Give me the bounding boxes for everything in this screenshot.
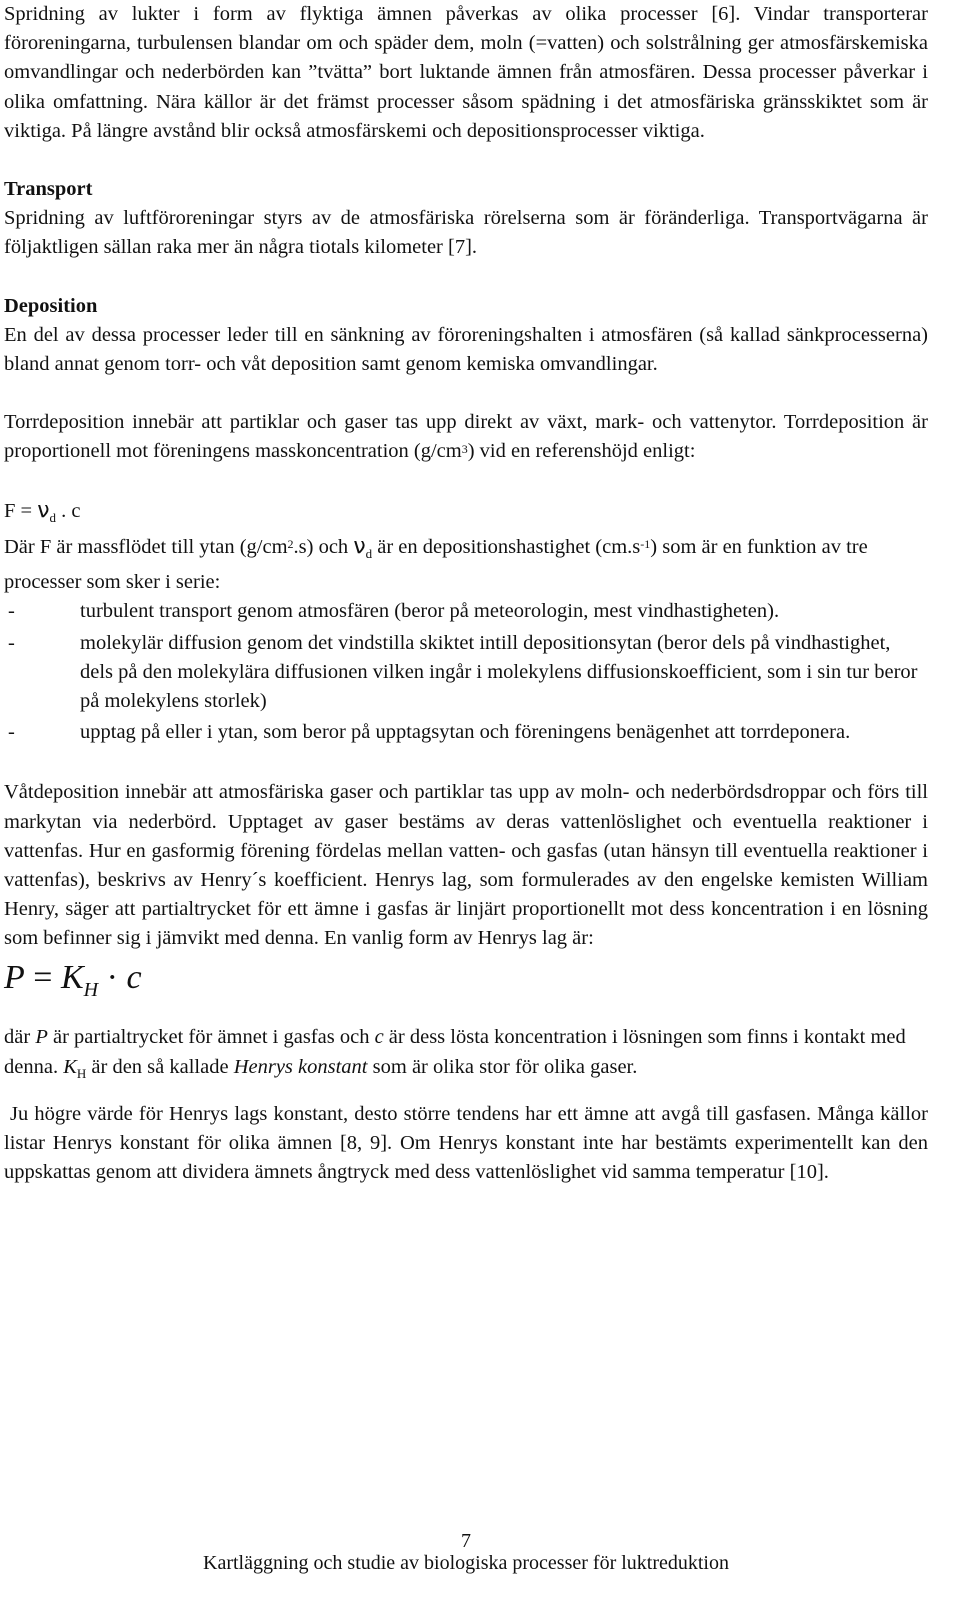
document-page	[4, 0, 928, 1574]
spacer	[4, 467, 928, 496]
henrys-constant-paragraph: Ju högre värde för Henrys lags konstant, desto större tendens har ett ämne att avgå till gasfasen. Många källor listar Henrys konstant för olika ämnen [8, 9]. Om Henrys konstant inte har bestämts experimentellt kan den uppskattas genom att dividera ämnets ångtryck med dess vattenlöslighet vid samma temperatur [10].	[4, 1102, 928, 1184]
formula-explanation: Där F är massflödet till ytan $(g/cm^2.s)$ och $\nu_d$ är en depositionshastighet $(cm.s^{-1})$ som är en funktion av tre processer som sker i serie:	[4, 533, 868, 594]
henrys-law-equation: $P = K_H \cdot c$	[4, 958, 142, 1001]
dry-deposition-paragraph: Torrdeposition innebär att partiklar och gaser tas upp direkt av växt, mark- och vattenytor. Torrdeposition är proportionell mot föreningens masskoncentration $(g/cm^3)$ vid en referenshöjd enligt:	[4, 411, 928, 463]
deposition-heading: Deposition	[4, 294, 98, 317]
henrys-law-explanation: där P är partialtrycket för ämnet i gasfas och c är dess lösta koncentration i lösningen som finns i kontakt med denna. $K_H$ är den så kallade Henrys konstant som är olika stor för olika gaser.	[4, 1026, 906, 1081]
list-item: - upptag på eller i ytan, som beror på upptagsytan och föreningens benägenhet att torrdeponera.	[8, 721, 851, 744]
spacer	[4, 1088, 928, 1100]
page-number: 7	[461, 1530, 471, 1552]
intro-paragraph: Spridning av lukter i form av flyktiga ämnen påverkas av olika processer [6]. Vindar transporterar föroreningarna, turbulensen blandar om och späder dem, moln (=vatten) och solstrålning ger atmosfärskemiska omvandlingar och nederbörden kan ”tvätta” bort luktande ämnen från atmosfären. Dessa processer påverkar i olika omfattning. Nära källor är det främst processer såsom spädning i det atmosfäriska gränsskiktet som är viktiga. På längre avstånd blir också atmosfärskemi och depositionsprocesser viktiga.	[4, 3, 928, 142]
wet-deposition-paragraph: Våtdeposition innebär att atmosfäriska gaser och partiklar tas upp av moln- och nederbördsdroppar och förs till markytan via nederbörd. Upptaget av gaser bestäms av deras vattenlöslighet och eventuella reaktioner i vattenfas. Hur en gasformig förening fördelas mellan vatten- och gasfas (utan hänsyn till eventuella reaktioner i vattenfas), beskrivs av Henry´s koefficient. Henrys lag, som formulerades av den engelske kemisten William Henry, säger att partialtrycket för ett ämne i gasfas är linjärt proportionellt mot dess koncentration i en lösning som befinner sig i jämvikt med denna. En vanlig form av Henrys lag är:	[4, 781, 928, 950]
spacer	[4, 146, 928, 175]
list-item: - molekylär diffusion genom det vindstilla skiktet intill depositionsytan (beror dels på vindhastighet, dels på den molekylära diffusionen vilken ingår i molekylens diffusionskoefficient, som i sin tur beror på molekylens storlek)	[8, 631, 918, 713]
deposition-paragraph: En del av dessa processer leder till en sänkning av föroreningshalten i atmosfären (så kallad sänkprocesserna) bland annat genom torr- och våt deposition samt genom kemiska omvandlingar.	[4, 323, 928, 376]
transport-heading: Transport	[4, 178, 93, 201]
spacer	[4, 379, 928, 408]
transport-paragraph: Spridning av luftföroreningar styrs av de atmosfäriska rörelserna som är föränderliga. Transportvägarna är följaktligen sällan raka mer än några tiotals kilometer [7].	[4, 207, 928, 259]
dry-deposition-formula: $F = \nu_d$ . c	[4, 497, 81, 525]
spacer	[4, 263, 928, 292]
spacer	[4, 749, 928, 778]
footer-title: Kartläggning och studie av biologiska processer för luktreduktion	[203, 1552, 729, 1574]
list-item: - turbulent transport genom atmosfären (beror på meteorologin, mest vindhastigheten).	[8, 600, 780, 623]
process-list	[4, 597, 928, 747]
